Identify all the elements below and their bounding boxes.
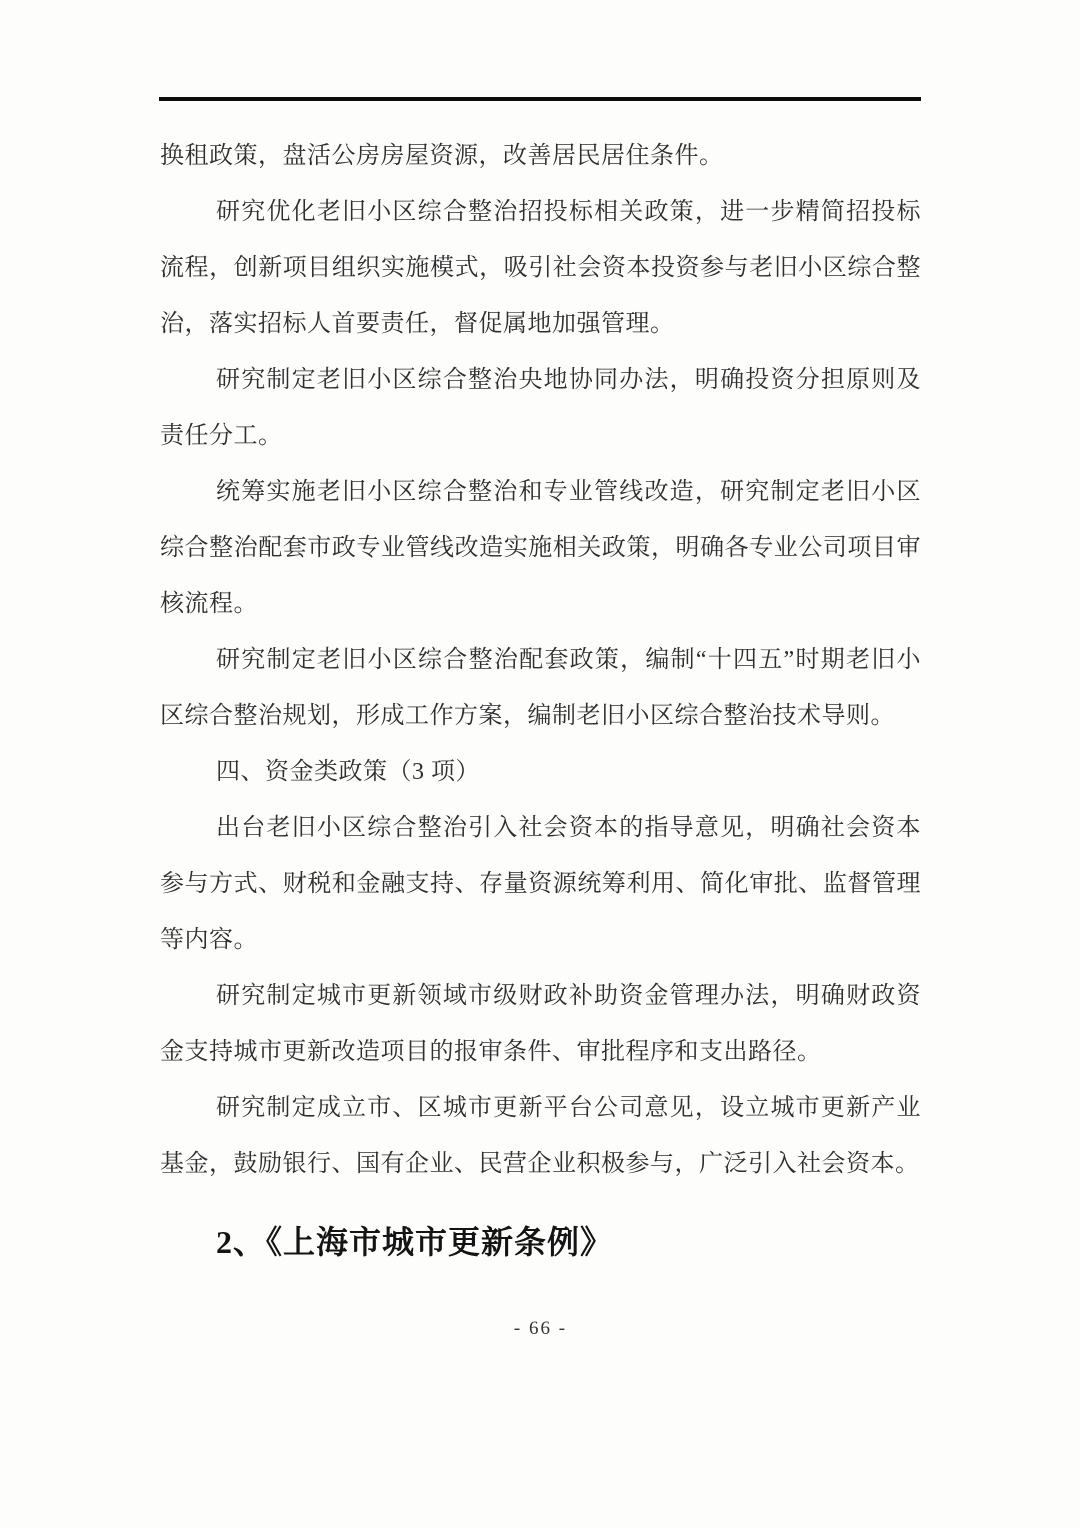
paragraph: 统筹实施老旧小区综合整治和专业管线改造，研究制定老旧小区综合整治配套市政专业管线改造实施相关政策，明确各专业公司项目审核流程。 bbox=[160, 479, 921, 617]
paragraph-continuation: 换租政策，盘活公房房屋资源，改善居民居住条件。 bbox=[160, 143, 724, 169]
paragraph: 出台老旧小区综合整治引入社会资本的指导意见，明确社会资本参与方式、财税和金融支持、存量资源统筹利用、简化审批、监督管理等内容。 bbox=[160, 815, 921, 953]
section-heading: 四、资金类政策（3 项） bbox=[216, 759, 480, 785]
header-rule bbox=[159, 97, 921, 101]
chapter-heading: 2、《上海市城市更新条例》 bbox=[216, 1224, 614, 1260]
paragraph: 研究优化老旧小区综合整治招投标相关政策，进一步精简招投标流程，创新项目组织实施模式，吸引社会资本投资参与老旧小区综合整治，落实招标人首要责任，督促属地加强管理。 bbox=[160, 199, 921, 337]
paragraph: 研究制定老旧小区综合整治配套政策，编制“十四五”时期老旧小区综合整治规划，形成工作方案，编制老旧小区综合整治技术导则。 bbox=[160, 647, 921, 729]
paragraph: 研究制定老旧小区综合整治央地协同办法，明确投资分担原则及责任分工。 bbox=[160, 367, 921, 449]
page-number: - 66 - bbox=[513, 1318, 568, 1339]
paragraph: 研究制定城市更新领域市级财政补助资金管理办法，明确财政资金支持城市更新改造项目的报审条件、审批程序和支出路径。 bbox=[160, 983, 921, 1065]
document-body bbox=[160, 128, 921, 1342]
paragraph: 研究制定成立市、区城市更新平台公司意见，设立城市更新产业基金，鼓励银行、国有企业、民营企业积极参与，广泛引入社会资本。 bbox=[160, 1095, 921, 1177]
